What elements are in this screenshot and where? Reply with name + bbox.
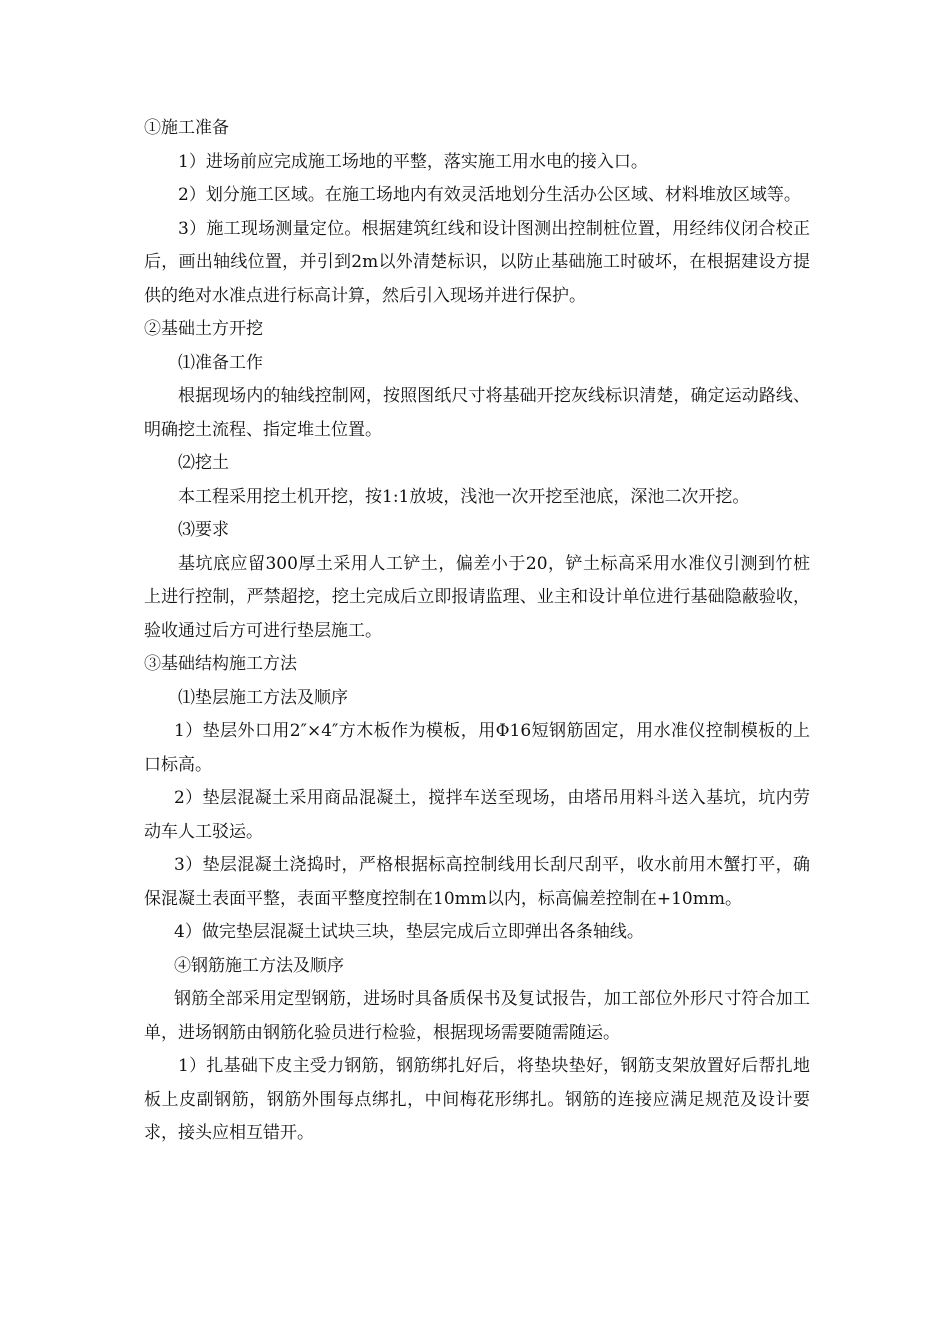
heading-earthwork: ②基础土方开挖 xyxy=(144,319,263,339)
paragraph: 2）垫层混凝土采用商品混凝土，搅拌车送至现场，由塔吊用料斗送入基坑，坑内劳动车人工驳运。 xyxy=(144,788,810,842)
paragraph: 本工程采用挖土机开挖，按1:1放坡，浅池一次开挖至池底，深池二次开挖。 xyxy=(178,486,750,507)
subheading: ⑶要求 xyxy=(178,520,229,540)
paragraph: 钢筋全部采用定型钢筋，进场时具备质保书及复试报告，加工部位外形尺寸符合加工单，进场钢筋由钢筋化验员进行检验，根据现场需要随需随运。 xyxy=(144,989,810,1043)
document-body xyxy=(144,112,810,1151)
paragraph: 4）做完垫层混凝土试块三块，垫层完成后立即弹出各条轴线。 xyxy=(174,922,644,942)
subheading: ⑴准备工作 xyxy=(178,352,263,373)
paragraph: 1）扎基础下皮主受力钢筋，钢筋绑扎好后，将垫块垫好，钢筋支架放置好后帮扎地板上皮副钢筋，钢筋外围每点绑扎，中间梅花形绑扎。钢筋的连接应满足规范及设计要求，接头应相互错开。 xyxy=(144,1056,810,1143)
subheading: ⑴垫层施工方法及顺序 xyxy=(178,687,348,708)
paragraph: 1）进场前应完成施工场地的平整，落实施工用水电的接入口。 xyxy=(178,151,648,172)
paragraph: 基坑底应留300厚土采用人工铲土，偏差小于20，铲土标高采用水准仪引测到竹桩上进行控制，严禁超挖，挖土完成后立即报请监理、业主和设计单位进行基础隐蔽验收，验收通过后方可进行垫层施工。 xyxy=(144,553,810,641)
paragraph: 根据现场内的轴线控制网，按照图纸尺寸将基础开挖灰线标识清楚，确定运动路线、明确挖土流程、指定堆土位置。 xyxy=(144,386,810,440)
subheading: ④钢筋施工方法及顺序 xyxy=(174,955,344,976)
heading-foundation-structure: ③基础结构施工方法 xyxy=(144,654,297,674)
heading-construction-prep: ①施工准备 xyxy=(144,118,229,138)
subheading: ⑵挖土 xyxy=(178,453,229,473)
paragraph: 1）垫层外口用2″×4″方木板作为模板，用Φ16短钢筋固定，用水准仪控制模板的上口标高。 xyxy=(144,721,810,775)
paragraph: 2）划分施工区域。在施工场地内有效灵活地划分生活办公区域、材料堆放区域等。 xyxy=(178,185,801,205)
paragraph: 3）垫层混凝土浇捣时，严格根据标高控制线用长刮尺刮平，收水前用木蟹打平，确保混凝土表面平整，表面平整度控制在10mm以内，标高偏差控制在+10mm。 xyxy=(144,855,810,909)
paragraph: 3）施工现场测量定位。根据建筑红线和设计图测出控制桩位置，用经纬仪闭合校正后，画出轴线位置，并引到2m以外清楚标识，以防止基础施工时破坏，在根据建设方提供的绝对水准点进行标高计算，然后引入现场并进行保护。 xyxy=(144,218,810,306)
